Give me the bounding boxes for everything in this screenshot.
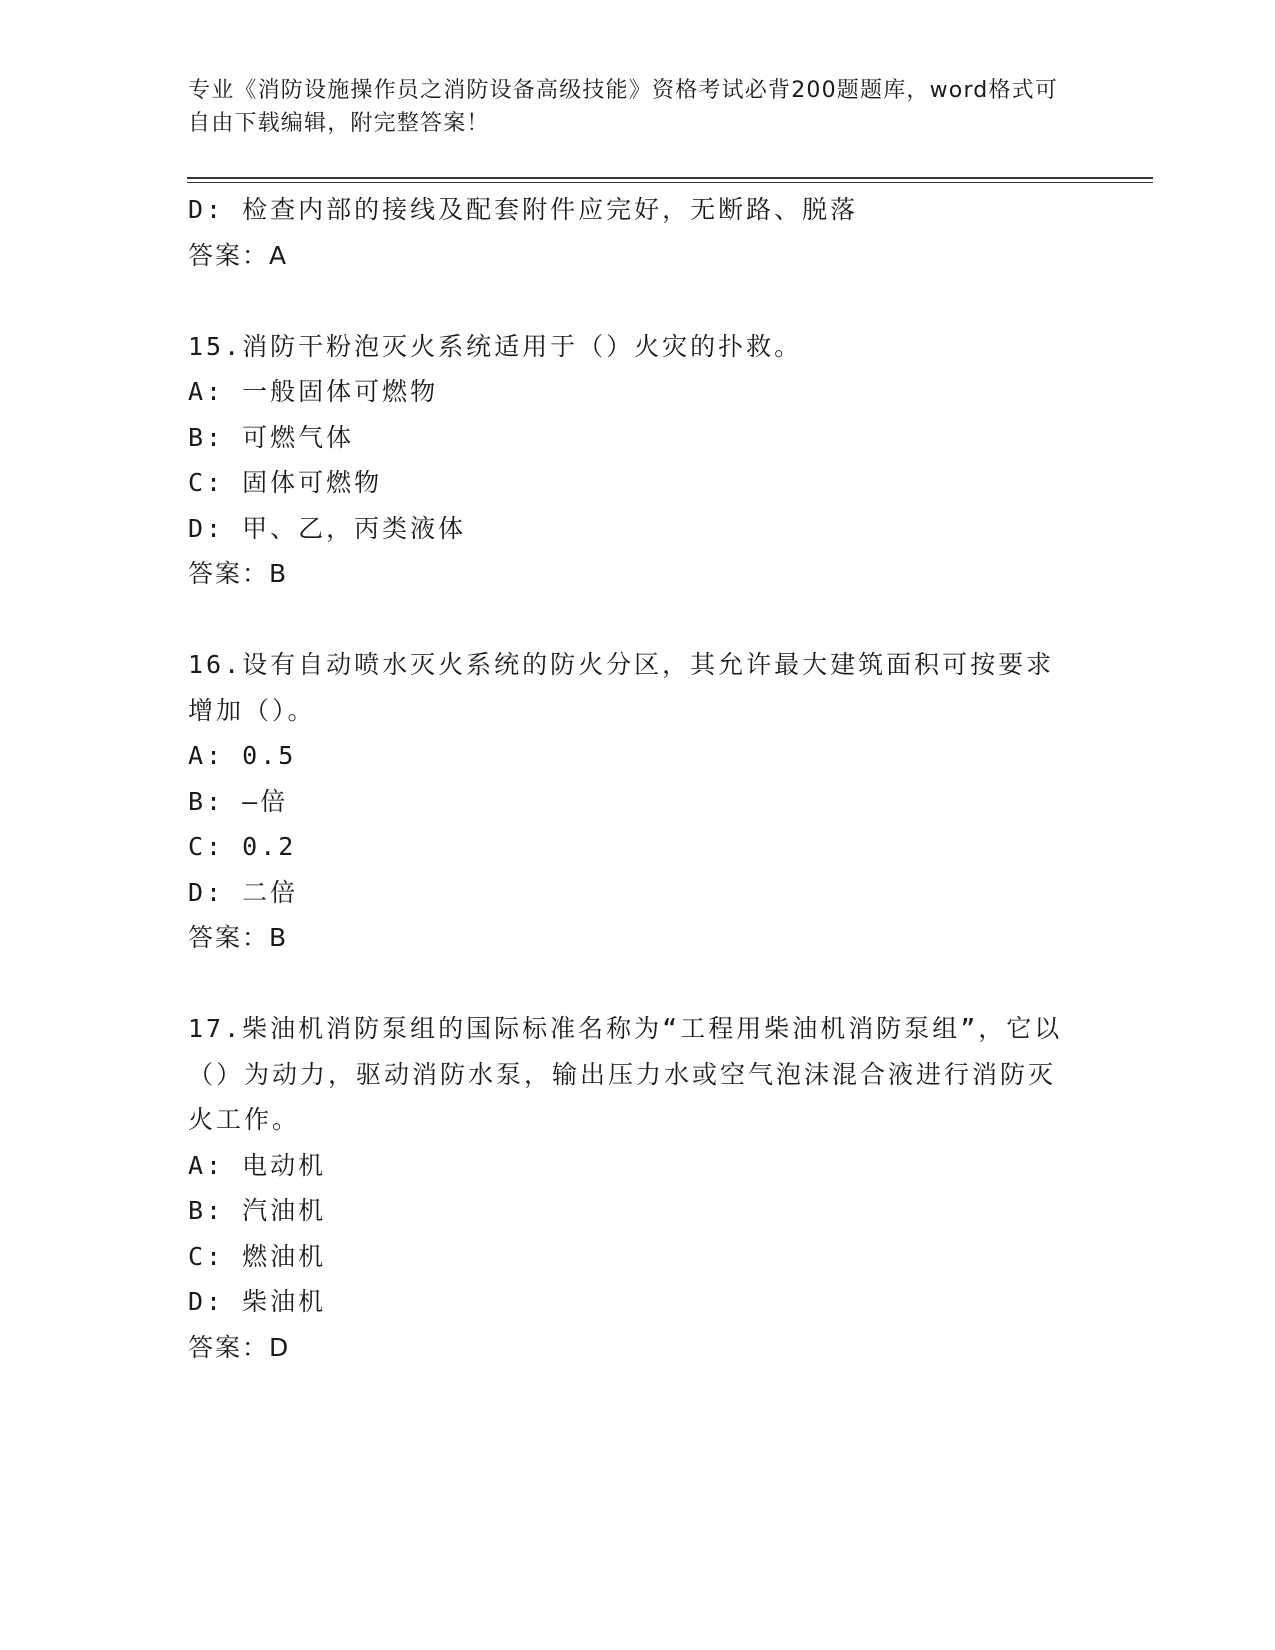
option-d: D: 二倍 [188, 877, 299, 907]
option-b: B: —倍 [188, 786, 289, 816]
question-16 [188, 642, 1088, 961]
header-divider-thin [187, 182, 1153, 183]
option-b: B: 可燃气体 [188, 422, 355, 452]
question-stem: 17.柴油机消防泵组的国际标准名称为“工程用柴油机消防泵组”，它以（）为动力，驱动消防水泵，输出压力水或空气泡沫混合液进行消防灭火工作。 [188, 1014, 1063, 1134]
option-a: A: 电动机 [188, 1150, 327, 1180]
option-c: C: 燃油机 [188, 1241, 327, 1271]
option-c: C: 0.2 [188, 832, 297, 861]
question-15 [188, 324, 1088, 597]
option-d: D: 甲、乙，丙类液体 [188, 513, 467, 543]
answer-line: 答案：B [188, 559, 289, 588]
answer-line: 答案：D [188, 1332, 291, 1362]
question-17 [188, 1006, 1088, 1370]
prev-question-tail [188, 187, 1088, 278]
answer-line: 答案：A [188, 240, 289, 270]
answer-line: 答案：B [188, 923, 289, 952]
option-a: A: 一般固体可燃物 [188, 377, 439, 406]
question-stem: 16.设有自动喷水灭火系统的防火分区，其允许最大建筑面积可按要求增加（）。 [188, 650, 1055, 725]
document-header: 专业《消防设施操作员之消防设备高级技能》资格考试必背200题题库，word格式可自由下载编辑，附完整答案！ [188, 78, 1059, 136]
option-c: C: 固体可燃物 [188, 468, 383, 497]
option-d: D: 检查内部的接线及配套附件应完好，无断路、脱落 [188, 195, 859, 224]
option-d: D: 柴油机 [188, 1287, 327, 1316]
option-a: A: 0.5 [188, 741, 297, 770]
question-list [188, 187, 1088, 1370]
question-stem: 15.消防干粉泡灭火系统适用于（）火灾的扑救。 [188, 331, 803, 361]
header-divider-thick [187, 177, 1153, 179]
option-b: B: 汽油机 [188, 1196, 327, 1225]
